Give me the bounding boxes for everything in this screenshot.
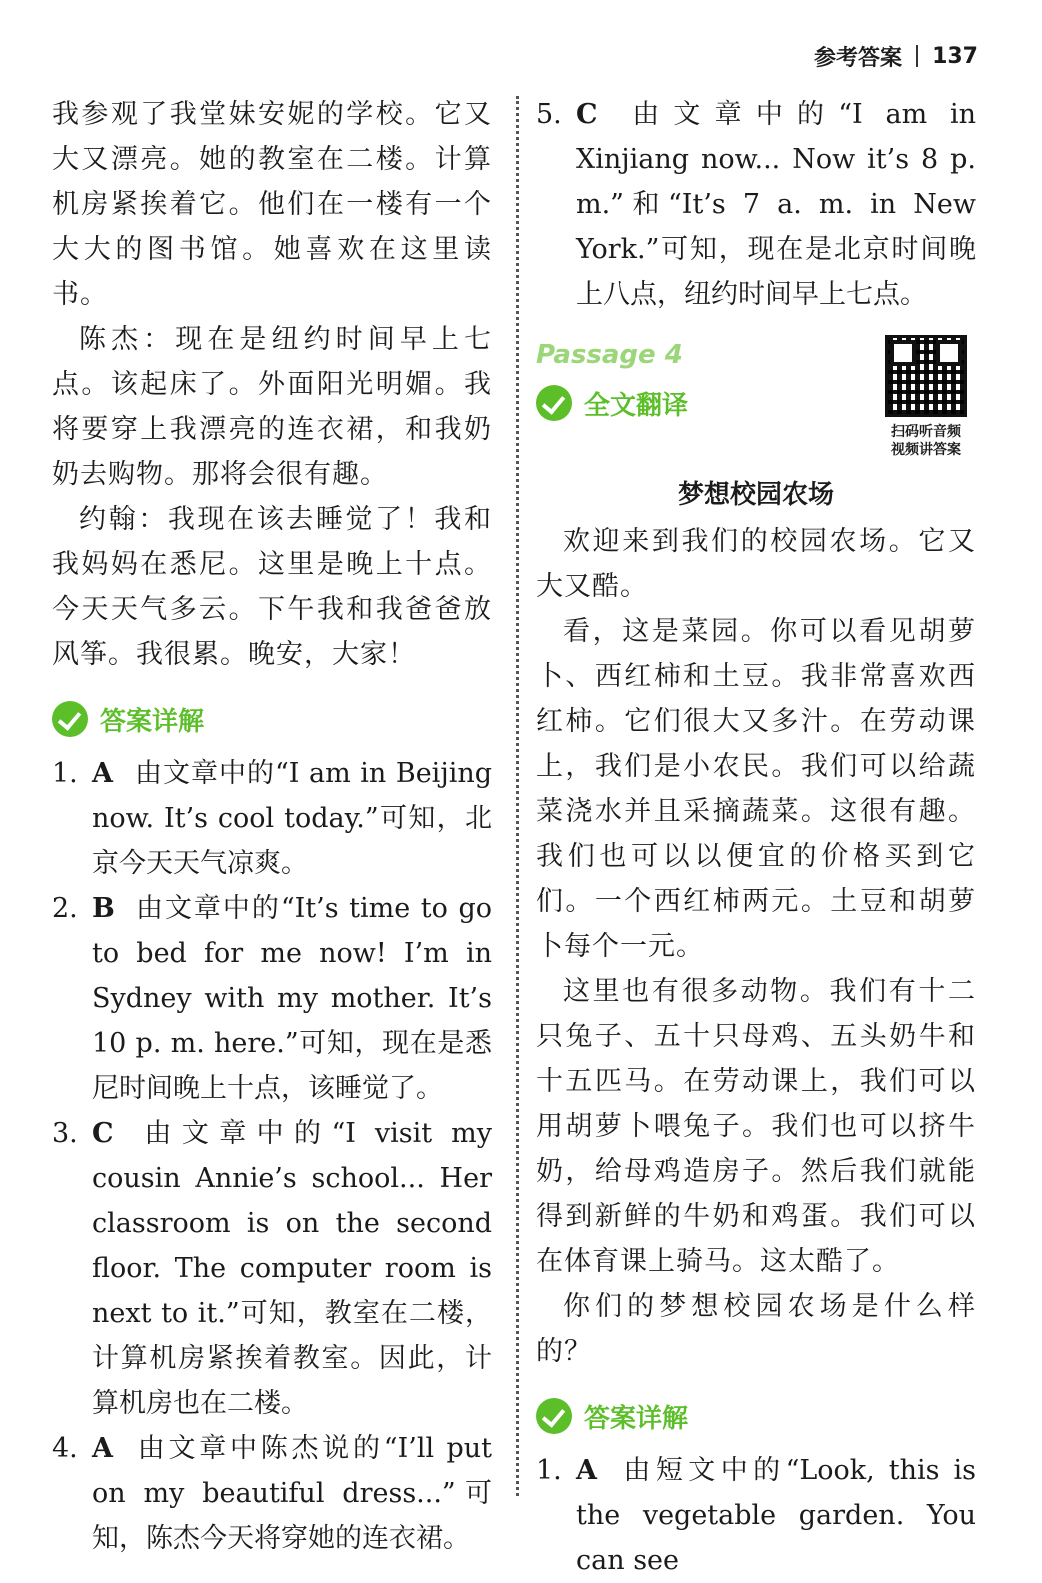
article-paragraph: 你们的梦想校园农场是什么样的？ xyxy=(536,1291,976,1367)
answer-text: 由文章中陈杰说的“I’ll put on my beautiful dress...”可知，陈杰今天将穿她的连衣裙。 xyxy=(92,1433,492,1554)
answer-letter: A xyxy=(92,758,113,789)
section-title: 答案详解 xyxy=(584,1403,689,1434)
article-paragraph: 看，这是菜园。你可以看见胡萝卜、西红柿和土豆。我非常喜欢西红柿。它们很大又多汁。在劳动课上，我们是小农民。我们可以给蔬菜浇水并且采摘蔬菜。这很有趣。我们也可以以便宜的价格买到它们。一个西红柿两元。土豆和胡萝卜每个一元。 xyxy=(536,616,976,962)
article-paragraph: 欢迎来到我们的校园农场。它又大又酷。 xyxy=(536,526,976,602)
answer-text: 由短文中的“Look, this is the vegetable garden. You can see xyxy=(576,1455,976,1576)
answer-letter: A xyxy=(576,1455,597,1486)
answer-number: 5. xyxy=(536,99,562,130)
translation-title: 全文翻译 xyxy=(584,390,689,421)
answer-section-heading xyxy=(52,699,492,739)
check-icon xyxy=(536,1398,572,1434)
answer-item-4 xyxy=(52,1426,492,1561)
answer-letter: C xyxy=(92,1118,114,1149)
qr-caption-line-2: 视频讲答案 xyxy=(891,442,961,458)
header-label: 参考答案 xyxy=(814,45,903,71)
passage-header-block xyxy=(536,335,976,465)
answer-text: 由文章中的“It’s time to go to bed for me now! I’m in Sydney with my mother. It’s 10 p. m. here.”可知，现在是悉尼时间晚上十点，该睡觉了。 xyxy=(92,893,492,1104)
qr-caption-line-1: 扫码听音频 xyxy=(891,424,961,440)
answer-item-5 xyxy=(536,92,976,317)
page-number: 137 xyxy=(932,43,978,69)
answer-item-3 xyxy=(52,1111,492,1426)
article-paragraph: 这里也有很多动物。我们有十二只兔子、五十只母鸡、五头奶牛和十五匹马。在劳动课上，我们可以用胡萝卜喂兔子。我们也可以挤牛奶，给母鸡造房子。然后我们就能得到新鲜的牛奶和鸡蛋。我们可以在体育课上骑马。这太酷了。 xyxy=(536,976,976,1277)
translation-paragraph: 约翰：我现在该去睡觉了！我和我妈妈在悉尼。这里是晚上十点。今天天气多云。下午我和我爸爸放风筝。我很累。晚安，大家！ xyxy=(52,504,492,670)
answer-number: 2. xyxy=(52,893,78,924)
answer-section-heading xyxy=(536,1396,976,1436)
answer-text: 由文章中的“I visit my cousin Annie’s school... Her classroom is on the second floor. The computer room is next to it.”可知，教室在二楼，计算机房紧挨着教室。因此，计算机房也在二楼。 xyxy=(92,1118,492,1419)
left-column xyxy=(52,92,492,1561)
answer-item-1 xyxy=(52,751,492,886)
qr-code-block[interactable] xyxy=(876,335,976,459)
answer-item-1 xyxy=(536,1448,976,1583)
article-title: 梦想校园农场 xyxy=(677,480,834,510)
check-icon xyxy=(52,701,88,737)
header-separator xyxy=(916,45,918,67)
answer-number: 1. xyxy=(536,1455,562,1486)
answer-letter: C xyxy=(576,99,598,130)
answer-number: 4. xyxy=(52,1433,78,1464)
translation-paragraph: 我参观了我堂妹安妮的学校。它又大又漂亮。她的教室在二楼。计算机房紧挨着它。他们在一楼有一个大大的图书馆。她喜欢在这里读书。 xyxy=(52,99,492,310)
column-divider xyxy=(516,96,519,1496)
page-header xyxy=(814,38,978,74)
check-icon xyxy=(536,385,572,421)
answer-number: 3. xyxy=(52,1118,78,1149)
answer-letter: A xyxy=(92,1433,113,1464)
answer-text: 由文章中的“I am in Xinjiang now... Now it’s 8 p. m.”和“It’s 7 a. m. in New York.”可知，现在是北京时间晚上八点，纽约时间早上七点。 xyxy=(576,99,976,310)
answer-letter: B xyxy=(92,893,115,924)
answer-number: 1. xyxy=(52,758,78,789)
answer-item-2 xyxy=(52,886,492,1111)
qr-code-icon[interactable] xyxy=(885,335,967,417)
answer-text: 由文章中的“I am in Beijing now. It’s cool today.”可知，北京今天天气凉爽。 xyxy=(92,758,492,879)
translation-paragraph: 陈杰：现在是纽约时间早上七点。该起床了。外面阳光明媚。我将要穿上我漂亮的连衣裙，和我奶奶去购物。那将会很有趣。 xyxy=(52,324,492,490)
right-column xyxy=(536,92,976,1583)
section-title: 答案详解 xyxy=(100,706,205,737)
passage-label: Passage 4 xyxy=(536,340,683,370)
